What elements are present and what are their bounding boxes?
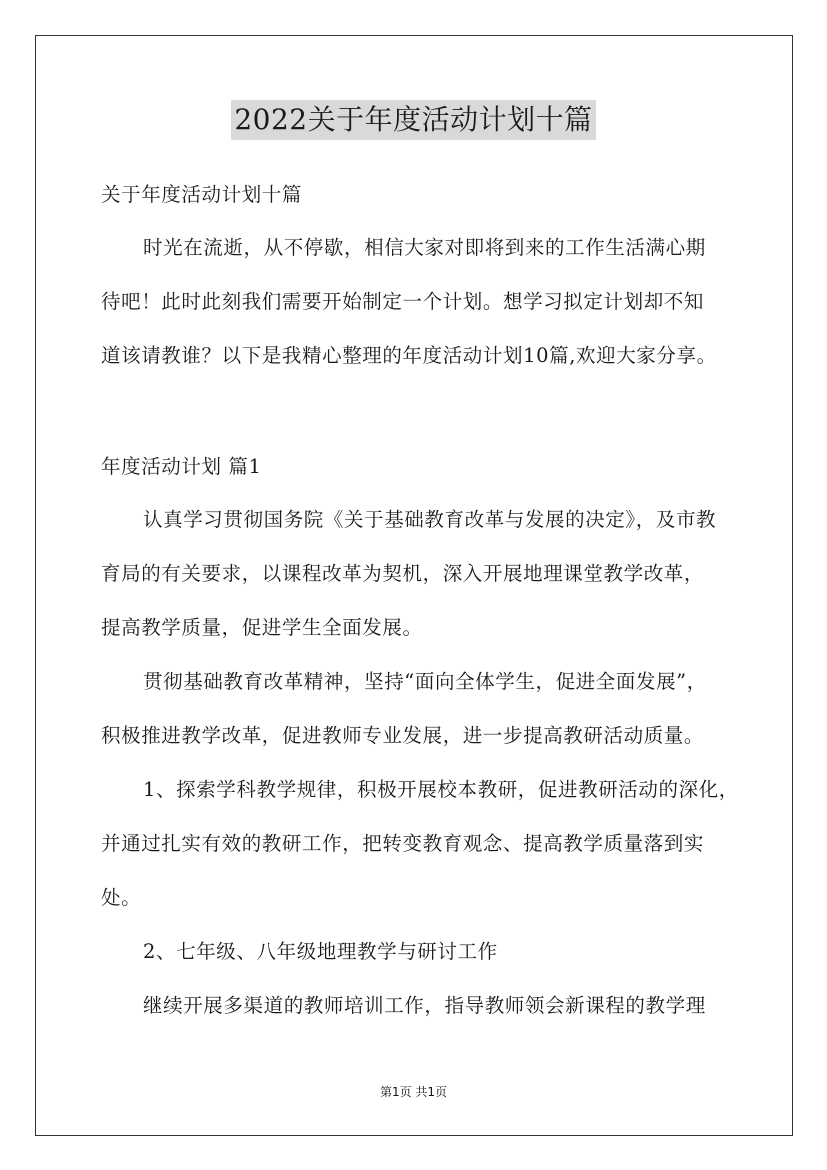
section-heading: 年度活动计划 篇1 [101,455,262,478]
paragraph1-line-2: 育局的有关要求，以课程改革为契机，深入开展地理课堂教学改革， [101,562,705,585]
paragraph5-line-1: 继续开展多渠道的教师培训工作，指导教师领会新课程的教学理 [143,994,706,1017]
paragraph2-line-2: 积极推进教学改革，促进教师专业发展，进一步提高教研活动质量。 [101,724,705,747]
document-subtitle: 关于年度活动计划十篇 [101,183,303,206]
page-footer: 第1页 共1页 [379,1085,448,1099]
paragraph1-line-3: 提高教学质量，促进学生全面发展。 [101,616,423,639]
paragraph3-line-1: 1、探索学科教学规律，积极开展校本教研，促进教研活动的深化， [143,778,739,801]
intro-line-3: 道该请教谁？以下是我精心整理的年度活动计划10篇,欢迎大家分享。 [101,344,717,367]
intro-line-1: 时光在流逝，从不停歇，相信大家对即将到来的工作生活满心期 [143,236,706,259]
document-title: 2022关于年度活动计划十篇 [231,100,595,140]
intro-line-2: 待吧！此时此刻我们需要开始制定一个计划。想学习拟定计划却不知 [101,290,705,313]
paragraph3-line-3: 处。 [101,886,142,909]
paragraph4-line-1: 2、七年级、八年级地理教学与研讨工作 [143,940,498,963]
title-container [0,100,827,140]
paragraph1-line-1: 认真学习贯彻国务院《关于基础教育改革与发展的决定》，及市教 [143,508,717,531]
paragraph2-line-1: 贯彻基础教育改革精神，坚持“面向全体学生，促进全面发展”， [143,670,707,693]
paragraph3-line-2: 并通过扎实有效的教研工作，把转变教育观念、提高教学质量落到实 [101,832,705,855]
